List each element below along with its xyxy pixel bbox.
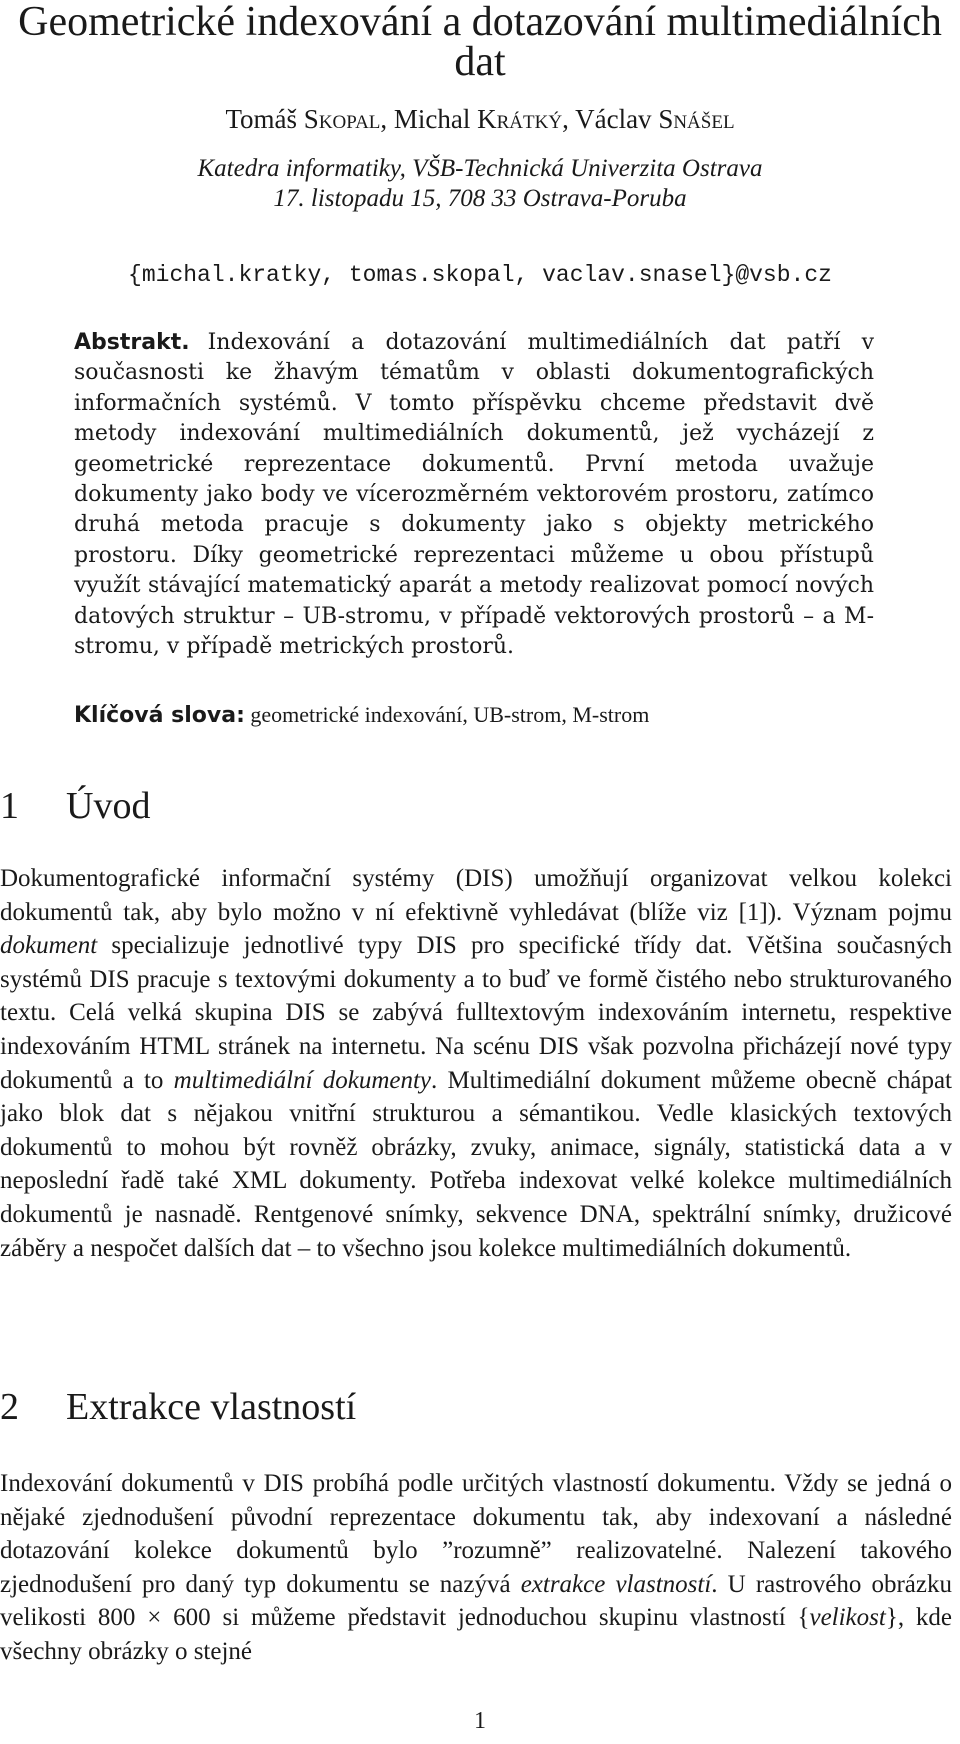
paragraph-text: . Multimediální dokument můžeme obecně chápat jako blok dat s nějakou vnitřní strukturou a sémantikou. Vedle klasických textových dokumentů to mohou být rovněž obrázky, zvuky, animace, signály, statistická data a v neposlední řadě také XML dokumenty. Potřeba indexovat velké kolekce multimediálních dokumentů je nasnadě. Rentgenové snímky, sekvence DNA, spektrální snímky, družicové záběry a nespočet dalších dat – to všechno jsou kolekce multimediálních dokumentů. — [0, 1066, 953, 1262]
paragraph-text: Indexování dokumentů v DIS probíhá podle určitých vlastností dokumentu. Vždy se jedná o nějaké zjednodušení původní reprezentace dokumentu tak, aby indexovaní a následné dotazování kolekce dokumentů bylo ”rozumně” realizovatelné. Nalezení takového zjednodušení pro daný typ dokumentu se nazývá — [0, 1470, 952, 1598]
author-last-name: Snášel — [658, 104, 735, 134]
paragraph-text: }, kde všechny obrázky o stejné — [0, 1604, 952, 1665]
section-number: 2 — [0, 1386, 19, 1428]
page-number: 1 — [474, 1708, 486, 1734]
keywords-line — [74, 702, 874, 728]
paragraph-text: . U rastrového obrázku velikosti 800 × 600 si můžeme představit jednoduchou skupinu vlastností { — [0, 1570, 952, 1632]
emphasis-text: extrakce vlastností — [520, 1570, 712, 1598]
abstract-label: Abstrakt. — [74, 330, 190, 355]
keywords-label: Klíčová slova: — [74, 703, 245, 728]
emphasis-text: dokument — [0, 932, 98, 960]
affiliation-line-2: 17. listopadu 15, 708 33 Ostrava-Poruba — [273, 185, 687, 212]
author-last-name: Krátký — [477, 104, 563, 134]
author-first-name: Michal — [393, 104, 471, 134]
paragraph-text: specializuje jednotlivé typy DIS pro specifické třídy dat. Většina současných systémů DIS pracuje s textovými dokumenty a to buď ve formě čistého nebo strukturovaného textu. Celá velká skupina DIS se zabývá fulltextovým indexováním internetu, respektive indexováním HTML stránek na internetu. Na scénu DIS však pozvolna přicházejí nové typy dokumentů a to — [0, 932, 952, 1094]
section-title: Extrakce vlastností — [66, 1386, 357, 1428]
section-2-heading — [0, 1385, 356, 1429]
author-last-name: Skopal — [303, 104, 381, 134]
author-first-name: Václav — [575, 104, 652, 134]
abstract-block — [74, 328, 874, 662]
emphasis-text: velikost — [809, 1604, 886, 1632]
author-first-name: Tomáš — [225, 104, 298, 134]
keywords-text: geometrické indexování, UB-strom, M-strom — [250, 702, 650, 727]
section-title: Úvod — [66, 785, 151, 827]
section-number: 1 — [0, 785, 19, 827]
paragraph-text: Dokumentografické informační systémy (DIS) umožňují organizovat velkou kolekci dokumentů tak, aby bylo možno v ní efektivně vyhledávat (blíže viz [1]). Význam pojmu — [0, 865, 952, 926]
section-2-paragraph — [0, 1467, 952, 1669]
author-emails: {michal.kratky, tomas.skopal, vaclav.snasel}@vsb.cz — [128, 262, 832, 288]
emphasis-text: multimediální dokumenty — [173, 1066, 432, 1094]
author-list: Tomáš Skopal, Michal Krátký, Václav Snášel — [225, 104, 735, 134]
section-1-paragraph — [0, 862, 952, 1265]
paper-title: Geometrické indexování a dotazování multimediálních dat — [18, 0, 942, 85]
section-1-heading — [0, 784, 150, 828]
affiliation-line-1: Katedra informatiky, VŠB-Technická Univerzita Ostrava — [197, 155, 763, 182]
abstract-text: Indexování a dotazování multimediálních dat patří v současnosti ke žhavým tématům v oblasti dokumentografických informačních systémů. V tomto příspěvku chceme představit dvě metody indexování multimediálních dokumentů, jež vycházejí z geometrické reprezentace dokumentů. První metoda uvažuje dokumenty jako body ve vícerozměrném vektorovém prostoru, zatímco druhá metoda pracuje s dokumenty jako s objekty metrického prostoru. Díky geometrické reprezentaci můžeme u obou přístupů využít stávající matematický aparát a metody realizovat pomocí nových datových struktur – UB-stromu, v případě vektorových prostorů – a M-stromu, v případě metrických prostorů. — [74, 330, 874, 660]
